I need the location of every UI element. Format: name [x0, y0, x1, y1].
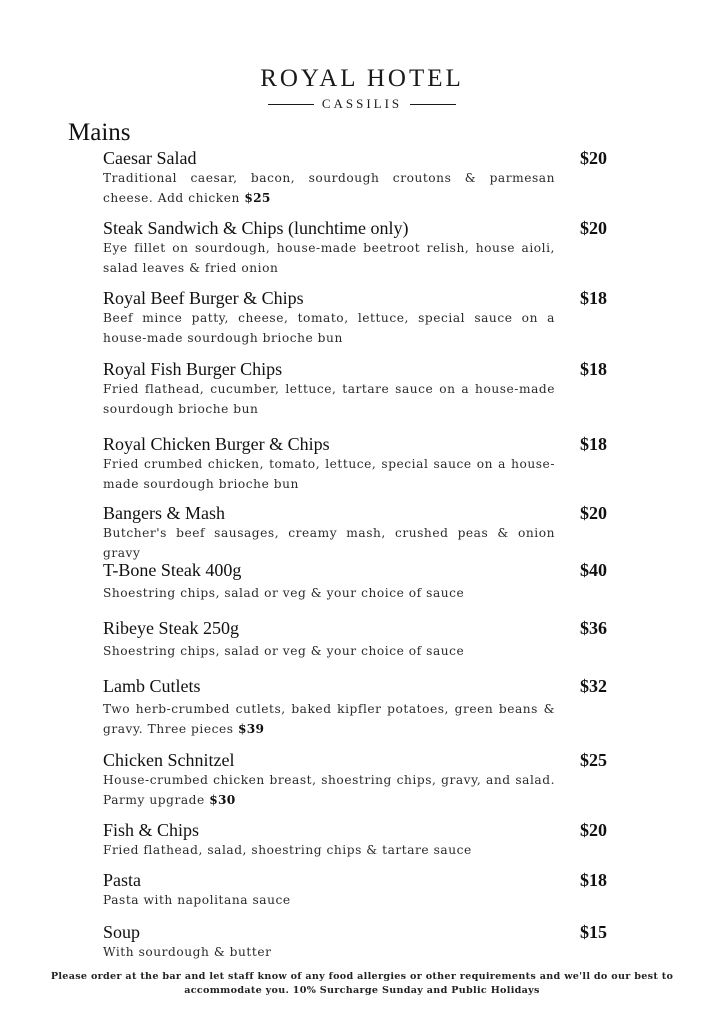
section-title: Mains — [68, 119, 131, 146]
item-desc-text: Fried crumbed chicken, tomato, lettuce, special sauce on a house-made sourdough brioche bun — [103, 457, 555, 491]
item-price: $25 — [580, 750, 607, 770]
item-name: Soup — [103, 922, 141, 942]
item-price: $20 — [580, 503, 607, 523]
menu-item — [103, 749, 613, 810]
menu-item — [103, 217, 613, 278]
item-desc-text: Fried flathead, cucumber, lettuce, tartare sauce on a house-made sourdough brioche bun — [103, 382, 555, 416]
item-name: Lamb Cutlets — [103, 676, 201, 696]
item-desc-text: House-crumbed chicken breast, shoestring chips, gravy, and salad. Parmy upgrade — [103, 773, 555, 807]
item-price: $20 — [580, 820, 607, 840]
item-price: $20 — [580, 218, 607, 238]
item-description — [103, 700, 555, 739]
item-desc-text: Pasta with napolitana sauce — [103, 893, 291, 907]
item-price: $32 — [580, 676, 607, 696]
item-name: Caesar Salad — [103, 148, 197, 168]
item-description — [103, 524, 555, 563]
item-description — [103, 841, 555, 861]
menu-header — [0, 64, 724, 112]
item-name: Fish & Chips — [103, 820, 200, 840]
item-name: Steak Sandwich & Chips (lunchtime only) — [103, 218, 409, 238]
menu-item — [103, 287, 613, 348]
menu-item — [103, 617, 613, 662]
item-name: Chicken Schnitzel — [103, 750, 235, 770]
item-description — [103, 771, 555, 810]
item-name: Royal Chicken Burger & Chips — [103, 434, 330, 454]
item-desc-text: Shoestring chips, salad or veg & your choice of sauce — [103, 644, 465, 658]
hotel-location: CASSILIS — [321, 96, 403, 111]
item-name: Bangers & Mash — [103, 503, 225, 523]
item-price: $40 — [580, 560, 607, 580]
item-price: $36 — [580, 618, 607, 638]
menu-item — [103, 147, 613, 208]
item-price: $15 — [580, 922, 607, 942]
item-description — [103, 169, 555, 208]
item-name: Pasta — [103, 870, 141, 890]
menu-item — [103, 675, 613, 739]
item-price: $18 — [580, 870, 607, 890]
menu-item — [103, 433, 613, 494]
item-description — [103, 891, 555, 911]
item-description — [103, 239, 555, 278]
item-description — [103, 584, 555, 604]
item-extra-price: $39 — [238, 721, 265, 736]
item-desc-text: Beef mince patty, cheese, tomato, lettuce, special sauce on a house-made sourdough brioche bun — [103, 311, 555, 345]
item-name: Royal Beef Burger & Chips — [103, 288, 304, 308]
item-desc-text: Fried flathead, salad, shoestring chips & tartare sauce — [103, 843, 472, 857]
item-description — [103, 309, 555, 348]
item-desc-text: Eye fillet on sourdough, house-made beetroot relish, house aioli, salad leaves & fried onion — [103, 241, 555, 275]
item-name: Ribeye Steak 250g — [103, 618, 239, 638]
menu-item — [103, 358, 613, 419]
menu-item — [103, 819, 613, 861]
menu-item — [103, 921, 613, 963]
item-desc-text: With sourdough & butter — [103, 945, 272, 959]
menu-item — [103, 559, 613, 604]
item-desc-text: Shoestring chips, salad or veg & your choice of sauce — [103, 586, 465, 600]
item-description — [103, 642, 555, 662]
menu-item — [103, 869, 613, 911]
footer-note: Please order at the bar and let staff know of any food allergies or other requirements and we'll do our best to accommodate you. 10% Surcharge Sunday and Public Holidays — [50, 971, 674, 996]
item-extra-price: $25 — [244, 190, 271, 205]
item-desc-text: Butcher's beef sausages, creamy mash, crushed peas & onion gravy — [103, 526, 555, 560]
item-extra-price: $30 — [209, 792, 236, 807]
item-desc-text: Traditional caesar, bacon, sourdough croutons & parmesan cheese. Add chicken — [103, 171, 555, 205]
hotel-name: ROYAL HOTEL — [260, 65, 464, 92]
item-description — [103, 380, 555, 419]
divider-left — [268, 104, 314, 105]
item-price: $18 — [580, 288, 607, 308]
item-name: Royal Fish Burger Chips — [103, 359, 283, 379]
item-price: $18 — [580, 434, 607, 454]
item-price: $18 — [580, 359, 607, 379]
item-name: T-Bone Steak 400g — [103, 560, 242, 580]
hotel-subtitle-row — [0, 96, 724, 112]
item-price: $20 — [580, 148, 607, 168]
item-description — [103, 455, 555, 494]
item-description — [103, 943, 555, 963]
menu-item — [103, 502, 613, 563]
divider-right — [410, 104, 456, 105]
item-desc-text: Two herb-crumbed cutlets, baked kipfler potatoes, green beans & gravy. Three pieces — [103, 702, 555, 736]
